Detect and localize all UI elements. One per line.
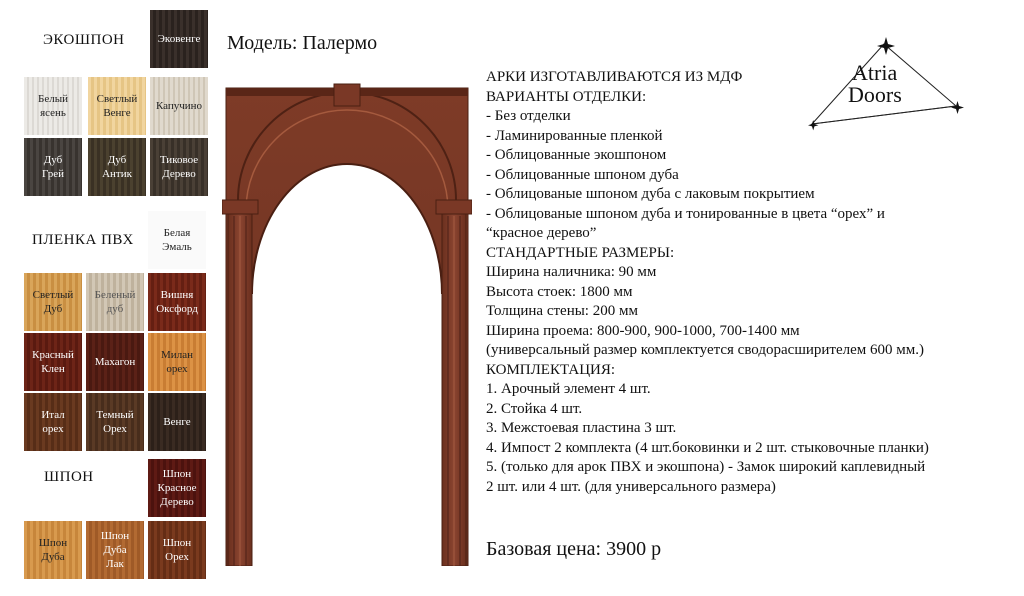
swatch-belenyi-dub[interactable]: Беленый дуб — [86, 273, 144, 331]
info-line: 2. Стойка 4 шт. — [486, 400, 583, 417]
info-line: СТАНДАРТНЫЕ РАЗМЕРЫ: — [486, 244, 675, 261]
swatch-shpon-oreh[interactable]: Шпон Орех — [148, 521, 206, 579]
info-line: - Облицованые шпоном дуба и тонированные в цвета “орех” и — [486, 205, 885, 222]
info-line: ВАРИАНТЫ ОТДЕЛКИ: — [486, 88, 647, 105]
swatch-dub-grey[interactable]: Дуб Грей — [24, 138, 82, 196]
star-icon — [877, 37, 895, 55]
swatch-shpon-duba[interactable]: Шпон Дуба — [24, 521, 82, 579]
swatch-belyi-yasen[interactable]: Белый ясень — [24, 77, 82, 135]
swatch-dub-antik[interactable]: Дуб Антик — [88, 138, 146, 196]
info-line: Высота стоек: 1800 мм — [486, 283, 633, 300]
info-line: КОМПЛЕКТАЦИЯ: — [486, 361, 616, 378]
info-line: АРКИ ИЗГОТАВЛИВАЮТСЯ ИЗ МДФ — [486, 69, 743, 85]
swatch-venge[interactable]: Венге — [148, 393, 206, 451]
right-capital — [436, 200, 472, 214]
swatch-shpon-krasnoe-derevo[interactable]: Шпон Красное Дерево — [148, 459, 206, 517]
info-line: - Облицованные шпоном дуба — [486, 166, 679, 183]
swatch-belaya-emal[interactable]: Белая Эмаль — [148, 211, 206, 269]
info-line: - Облицованые шпоном дуба с лаковым покрытием — [486, 186, 815, 202]
base-price: Базовая цена: 3900 р — [486, 538, 662, 560]
swatch-vishnya-oksford[interactable]: Вишня Оксфорд — [148, 273, 206, 331]
swatch-kapuchino[interactable]: Капучино — [150, 77, 208, 135]
section-title-shpon: ШПОН — [44, 469, 94, 485]
info-line: “красное дерево” — [486, 225, 597, 241]
info-line: - Ламинированные пленкой — [486, 127, 663, 144]
swatch-ital-oreh[interactable]: Итал орех — [24, 393, 82, 451]
arch-frame — [226, 88, 468, 566]
info-block — [486, 68, 1016, 497]
left-capital — [222, 200, 258, 214]
info-line: Толщина стены: 200 мм — [486, 303, 638, 319]
swatch-svetlyi-dub[interactable]: Светлый Дуб — [24, 273, 82, 331]
swatch-krasnyi-klen[interactable]: Красный Клен — [24, 333, 82, 391]
swatch-tikovoe-derevo[interactable]: Тиковое Дерево — [150, 138, 208, 196]
swatch-svetlyi-venge[interactable]: Светлый Венге — [88, 77, 146, 135]
logo-text-atria: Atria — [852, 60, 898, 85]
info-line: Ширина наличника: 90 мм — [486, 264, 657, 280]
swatch-mahagon[interactable]: Махагон — [86, 333, 144, 391]
info-line: 2 шт. или 4 шт. (для универсального размера) — [486, 478, 776, 495]
logo-text-doors: Doors — [848, 82, 902, 107]
section-title-plenka-pvh: ПЛЕНКА ПВХ — [32, 232, 134, 248]
info-line: (универсальный размер комплектуется сводорасширителем 600 мм.) — [486, 342, 925, 358]
arch-keystone — [334, 84, 360, 106]
section-title-ekoshpon: ЭКОШПОН — [43, 32, 125, 48]
arch-illustration — [222, 82, 472, 566]
info-line: 5. (только для арок ПВХ и экошпона) - Замок широкий каплевидный — [486, 459, 926, 475]
model-title: Модель: Палермо — [227, 32, 378, 54]
swatch-milan-oreh[interactable]: Милан орех — [148, 333, 206, 391]
info-line: 3. Межстоевая пластина 3 шт. — [486, 420, 677, 436]
info-line: Ширина проема: 800-900, 900-1000, 700-1400 мм — [486, 322, 800, 339]
swatch-ekovenge[interactable]: Эковенге — [150, 10, 208, 68]
info-line: - Без отделки — [486, 108, 571, 124]
info-line: 4. Импост 2 комплекта (4 шт.боковинки и 2 шт. стыковочные планки) — [486, 439, 929, 456]
swatch-shpon-duba-lak[interactable]: Шпон Дуба Лак — [86, 521, 144, 579]
swatch-temnyi-oreh[interactable]: Темный Орех — [86, 393, 144, 451]
info-line: - Облицованные экошпоном — [486, 147, 667, 163]
info-line: 1. Арочный элемент 4 шт. — [486, 381, 651, 397]
